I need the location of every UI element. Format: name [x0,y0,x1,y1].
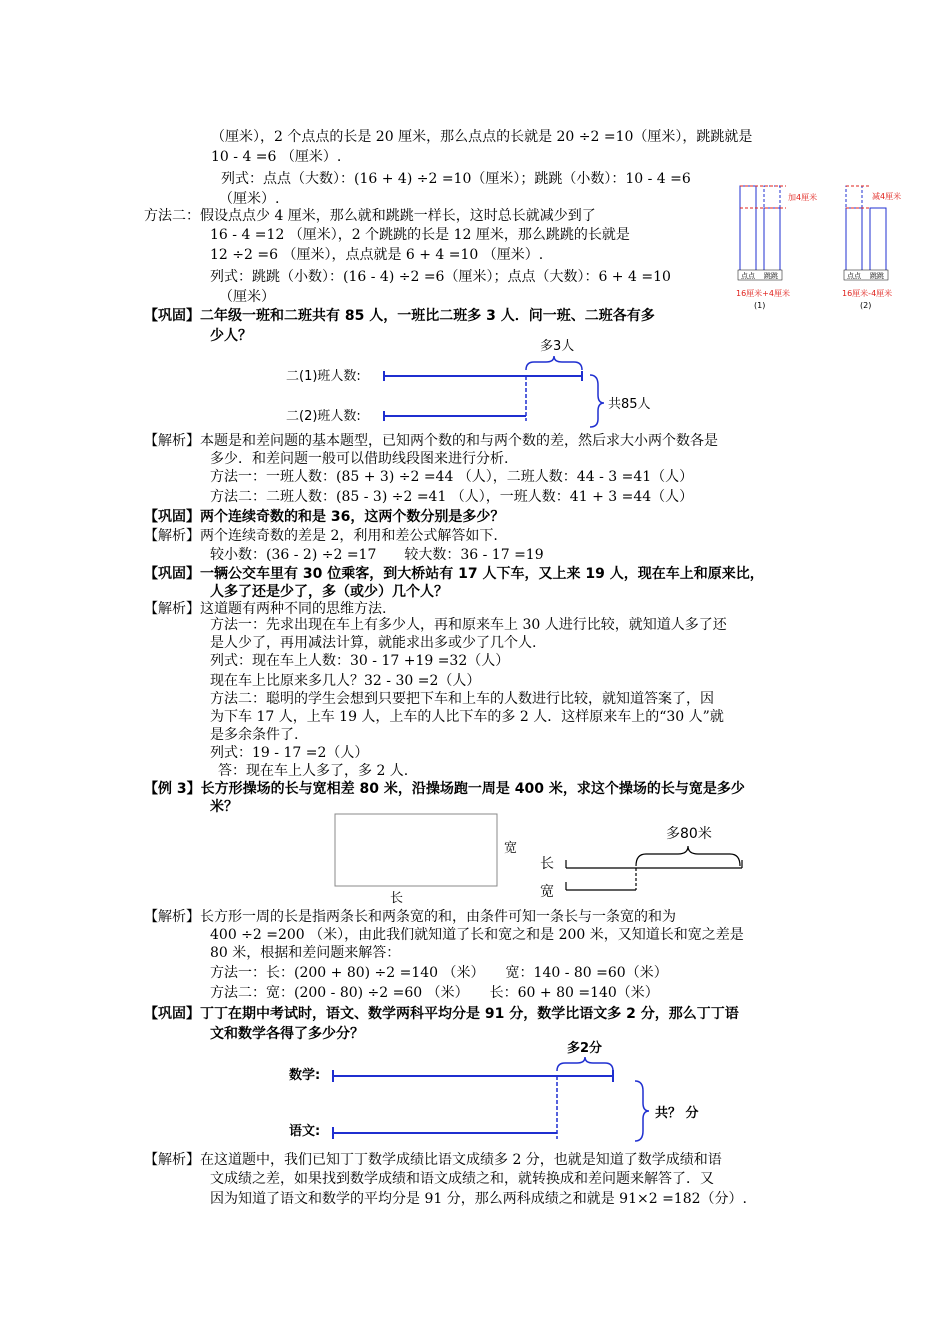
text-line: 答：现在车上人多了，多 2 人. [218,763,409,779]
question-heading: 少人？ [210,328,252,344]
text-line: 是人少了，再用减法计算，就能求出多或少了几个人. [210,635,537,651]
text-line: 列式：点点（大数）：(16 + 4) ÷2 =10（厘米）；跳跳（小数）：10 - 4 =6 [221,171,691,187]
text-line: 10 - 4 =6 （厘米）. [211,149,342,165]
rect-long-label: 长 [390,891,404,906]
text-line: 列式：现在车上人数：30 - 17 +19 =32（人） [210,653,510,669]
diff-brace [636,846,740,866]
question-heading: 人多了还是少了，多（或少）几个人？ [210,584,448,600]
playground-rectangle [335,814,497,886]
rectangle-figure [330,810,760,905]
score-segment-figure [285,1035,715,1140]
text-line: 【解析】两个连续奇数的差是 2，利用和差公式解答如下. [144,528,498,544]
class1-label: 二(1)班人数: [286,369,361,384]
sub-label: 减4厘米 [872,192,902,201]
text-line: 现在车上比原来多几人？32 - 30 =2（人） [210,673,481,689]
math-label: 数学: [289,1068,321,1083]
total-label: 共？ 分 [655,1106,699,1121]
text-line: 方法一：长：(200 + 80) ÷2 =140 （米） 宽：140 - 80 =60（米） [210,965,668,981]
text-line: 方法二：二班人数：(85 - 3) ÷2 =41 （人），一班人数：41 + 3 =44（人） [210,489,694,505]
text-line: 文成绩之差，如果找到数学成绩和语文成绩之和，就转换成和差问题来解答了．又 [210,1171,714,1187]
diff-brace [526,356,582,370]
class2-label: 二(2)班人数: [286,409,361,424]
caption-left: 16厘米+4厘米 [736,289,790,298]
text-line: 【解析】长方形一周的长是指两条长和两条宽的和，由条件可知一条长与一条宽的和为 [144,909,676,925]
total-brace [590,375,604,427]
question-heading: 【巩固】丁丁在期中考试时，语文、数学两科平均分是 91 分，数学比语文多 2 分，那么丁丁语 [144,1006,739,1022]
bar-comparison-figure [730,180,910,320]
bar-tiaotiao-right [870,208,886,278]
bar-diandian [740,186,756,278]
text-line: 80 米，根据和差问题来解答： [210,945,401,961]
text-line: 方法一：先求出现在车上有多少人，再和原来车上 30 人进行比较，就知道人多了还 [210,617,727,633]
figure-number: (1) [754,301,766,310]
text-line: 【解析】本题是和差问题的基本题型，已知两个数的和与两个数的差，然后求大小两个数各是 [144,433,718,449]
label-tiaotiao: 跳跳 [870,272,884,280]
text-line: 多少．和差问题一般可以借助线段图来进行分析. [210,451,509,467]
bar-tiaotiao [764,208,780,278]
add-label: 加4厘米 [788,193,818,202]
caption-right: 16厘米-4厘米 [842,289,893,298]
text-line: （厘米）. [219,191,280,207]
total-brace [635,1081,649,1141]
bar-diandian-right [846,208,862,278]
text-line: 【解析】这道题有两种不同的思维方法. [144,601,387,617]
question-heading: 【巩固】两个连续奇数的和是 36，这两个数分别是多少？ [144,509,505,525]
class-segment-figure [280,335,680,430]
diff-label: 多80米 [666,826,712,842]
figure-number: (2) [860,301,872,310]
text-line: 方法二：宽：(200 - 80) ÷2 =60 （米） 长：60 + 80 =140（米） [210,985,659,1001]
text-line: 是多余条件了. [210,727,299,743]
seg-wide-label: 宽 [540,884,554,900]
bar-diandian-cut [846,186,862,208]
label-tiaotiao: 跳跳 [764,272,778,280]
label-diandian: 点点 [847,272,861,280]
text-line: （厘米） [219,289,275,305]
text-line: 因为知道了语文和数学的平均分是 91 分，那么两科成绩之和就是 91×2 =182（分）. [210,1191,747,1207]
diff-brace [557,1057,613,1071]
text-line: 方法二：聪明的学生会想到只要把下车和上车的人数进行比较，就知道答案了，因 [210,691,714,707]
diff-label: 多2分 [567,1041,603,1056]
question-heading: 【巩固】一辆公交车里有 30 位乘客，到大桥站有 17 人下车，又上来 19 人，现在车上和原来比， [144,566,764,582]
text-line: （厘米），2 个点点的长是 20 厘米，那么点点的长就是 20 ÷2 =10（厘米），跳跳就是 [211,129,753,145]
text-line: 【解析】在这道题中，我们已知丁丁数学成绩比语文成绩多 2 分，也就是知道了数学成绩和语 [144,1152,722,1168]
text-line: 16 - 4 =12 （厘米），2 个跳跳的长是 12 厘米，那么跳跳的长就是 [210,227,630,243]
rect-wide-label: 宽 [504,841,518,856]
seg-long-label: 长 [540,856,554,872]
text-line: 列式：跳跳（小数）：(16 - 4) ÷2 =6（厘米）；点点（大数）：6 + 4 =10 [210,269,671,285]
text-line: 400 ÷2 =200 （米），由此我们就知道了长和宽之和是 200 米，又知道长和宽之差是 [210,927,744,943]
question-heading: 文和数学各得了多少分？ [210,1026,364,1042]
question-heading: 【巩固】二年级一班和二班共有 85 人，一班比二班多 3 人．问一班、二班各有多 [144,308,655,324]
text-line: 12 ÷2 =6 （厘米），点点就是 6 + 4 =10 （厘米）. [210,247,544,263]
question-heading: 米？ [210,799,238,815]
text-line: 列式：19 - 17 =2（人） [210,745,369,761]
bar-tiaotiao-extended [764,186,780,208]
label-diandian: 点点 [741,272,755,280]
text-line: 较小数：(36 - 2) ÷2 =17 较大数：36 - 17 =19 [210,547,544,563]
total-label: 共85人 [608,397,651,412]
diff-label: 多3人 [540,339,575,354]
text-line: 方法二：假设点点少 4 厘米，那么就和跳跳一样长，这时总长就减少到了 [144,208,596,224]
chinese-label: 语文: [289,1124,321,1139]
question-heading: 【例 3】长方形操场的长与宽相差 80 米，沿操场跑一周是 400 米，求这个操场的长与宽是多少 [144,781,745,797]
text-line: 方法一：一班人数：(85 + 3) ÷2 =44 （人），二班人数：44 - 3 =41（人） [210,469,694,485]
text-line: 为下车 17 人，上车 19 人，上车的人比下车的多 2 人．这样原来车上的“30 人”就 [210,709,724,725]
